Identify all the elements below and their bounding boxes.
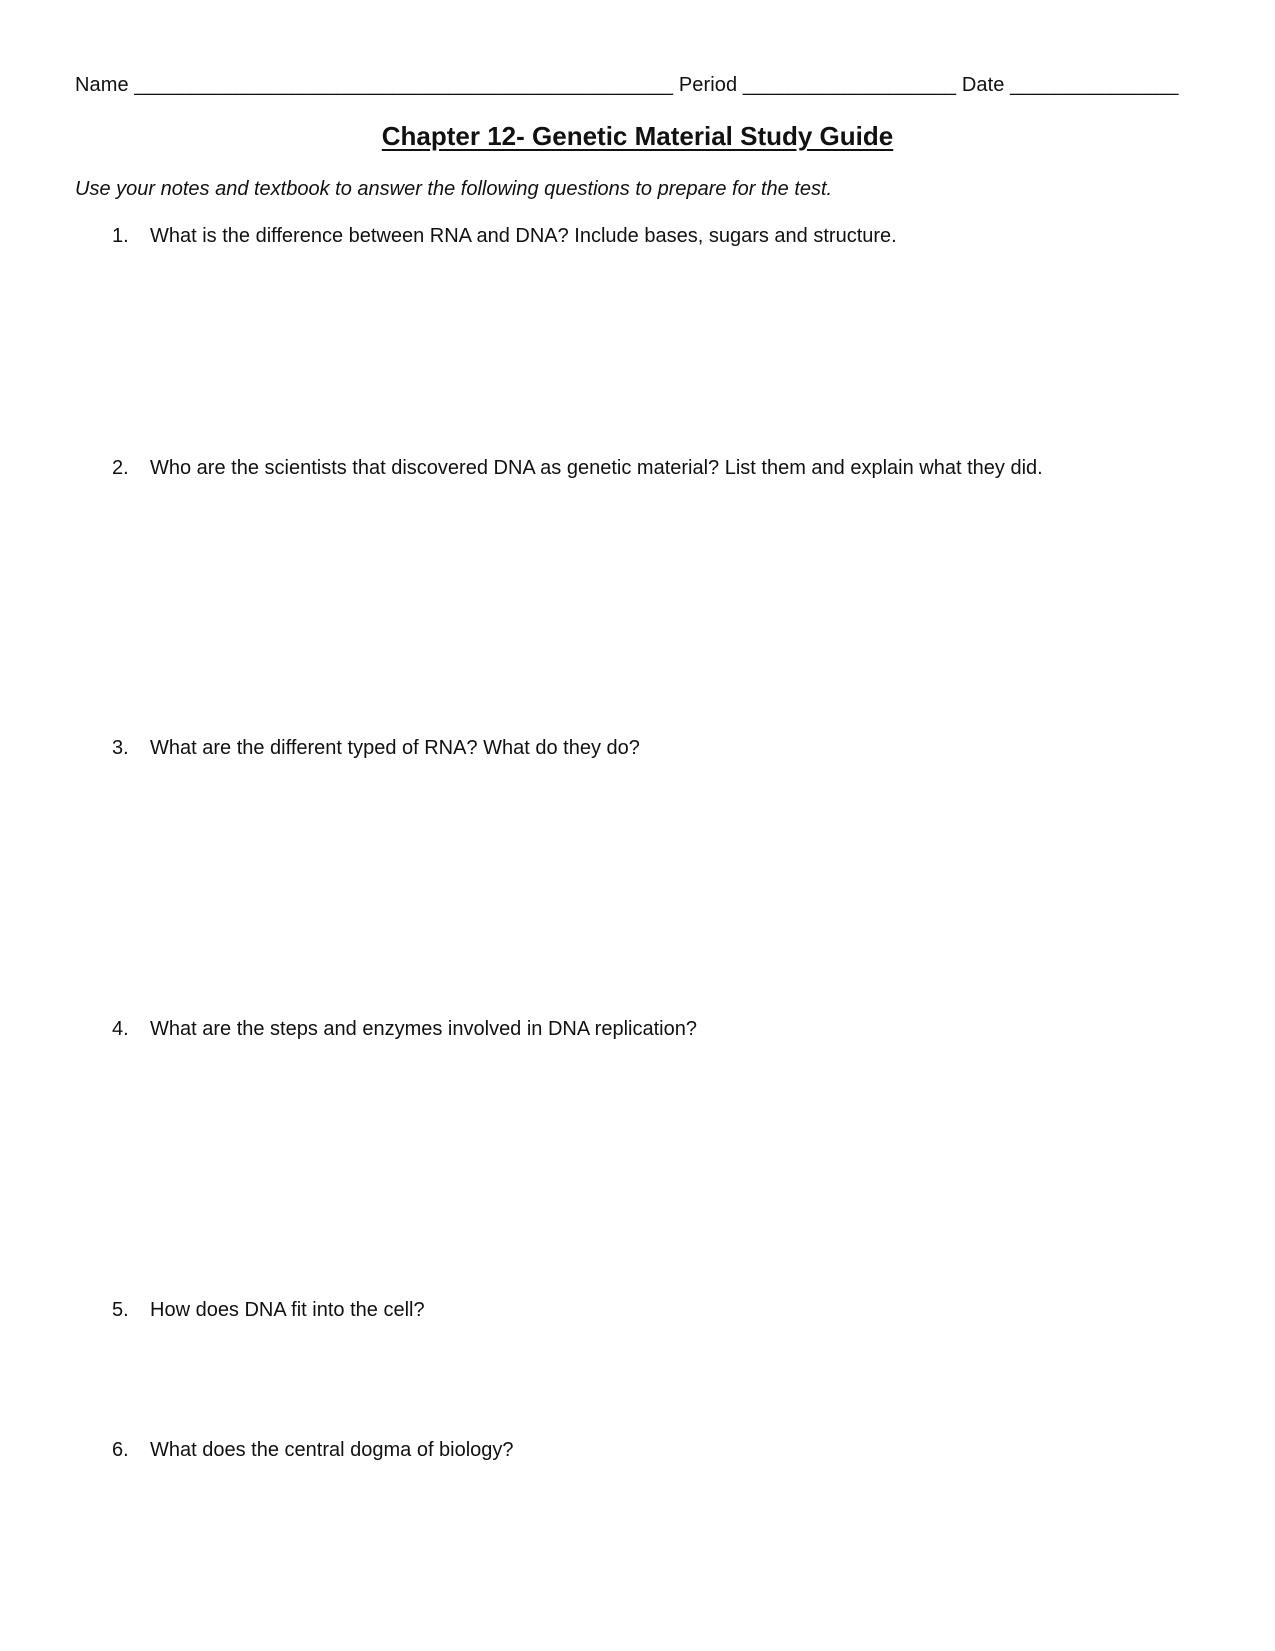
question-text: What does the central dogma of biology? bbox=[150, 1439, 514, 1461]
date-label: Date bbox=[961, 74, 1005, 96]
question-item bbox=[112, 225, 897, 248]
question-item bbox=[112, 1299, 425, 1322]
name-blank[interactable]: ________________________________________________ bbox=[134, 74, 674, 96]
period-blank[interactable]: ___________________ bbox=[742, 74, 957, 96]
question-text: How does DNA fit into the cell? bbox=[150, 1299, 425, 1321]
question-item bbox=[112, 1439, 514, 1462]
question-text: What is the difference between RNA and DNA? Include bases, sugars and structure. bbox=[150, 225, 897, 247]
question-number: 1. bbox=[112, 225, 129, 247]
question-number: 2. bbox=[112, 457, 129, 479]
question-text: What are the different typed of RNA? What do they do? bbox=[150, 737, 640, 759]
question-text: Who are the scientists that discovered DNA as genetic material? List them and explain what they did. bbox=[150, 457, 1043, 479]
question-number: 6. bbox=[112, 1439, 129, 1461]
page-title: Chapter 12- Genetic Material Study Guide bbox=[381, 121, 894, 151]
instructions: Use your notes and textbook to answer the following questions to prepare for the test. bbox=[75, 178, 833, 200]
question-item bbox=[112, 737, 640, 760]
question-item bbox=[112, 457, 1043, 480]
question-item bbox=[112, 1018, 697, 1041]
question-number: 4. bbox=[112, 1018, 129, 1040]
date-blank[interactable]: _______________ bbox=[1010, 74, 1179, 96]
name-label: Name bbox=[75, 74, 129, 96]
student-info-line bbox=[75, 74, 1179, 97]
period-label: Period bbox=[678, 74, 738, 96]
question-number: 5. bbox=[112, 1299, 129, 1321]
question-number: 3. bbox=[112, 737, 129, 759]
question-text: What are the steps and enzymes involved in DNA replication? bbox=[150, 1018, 697, 1040]
